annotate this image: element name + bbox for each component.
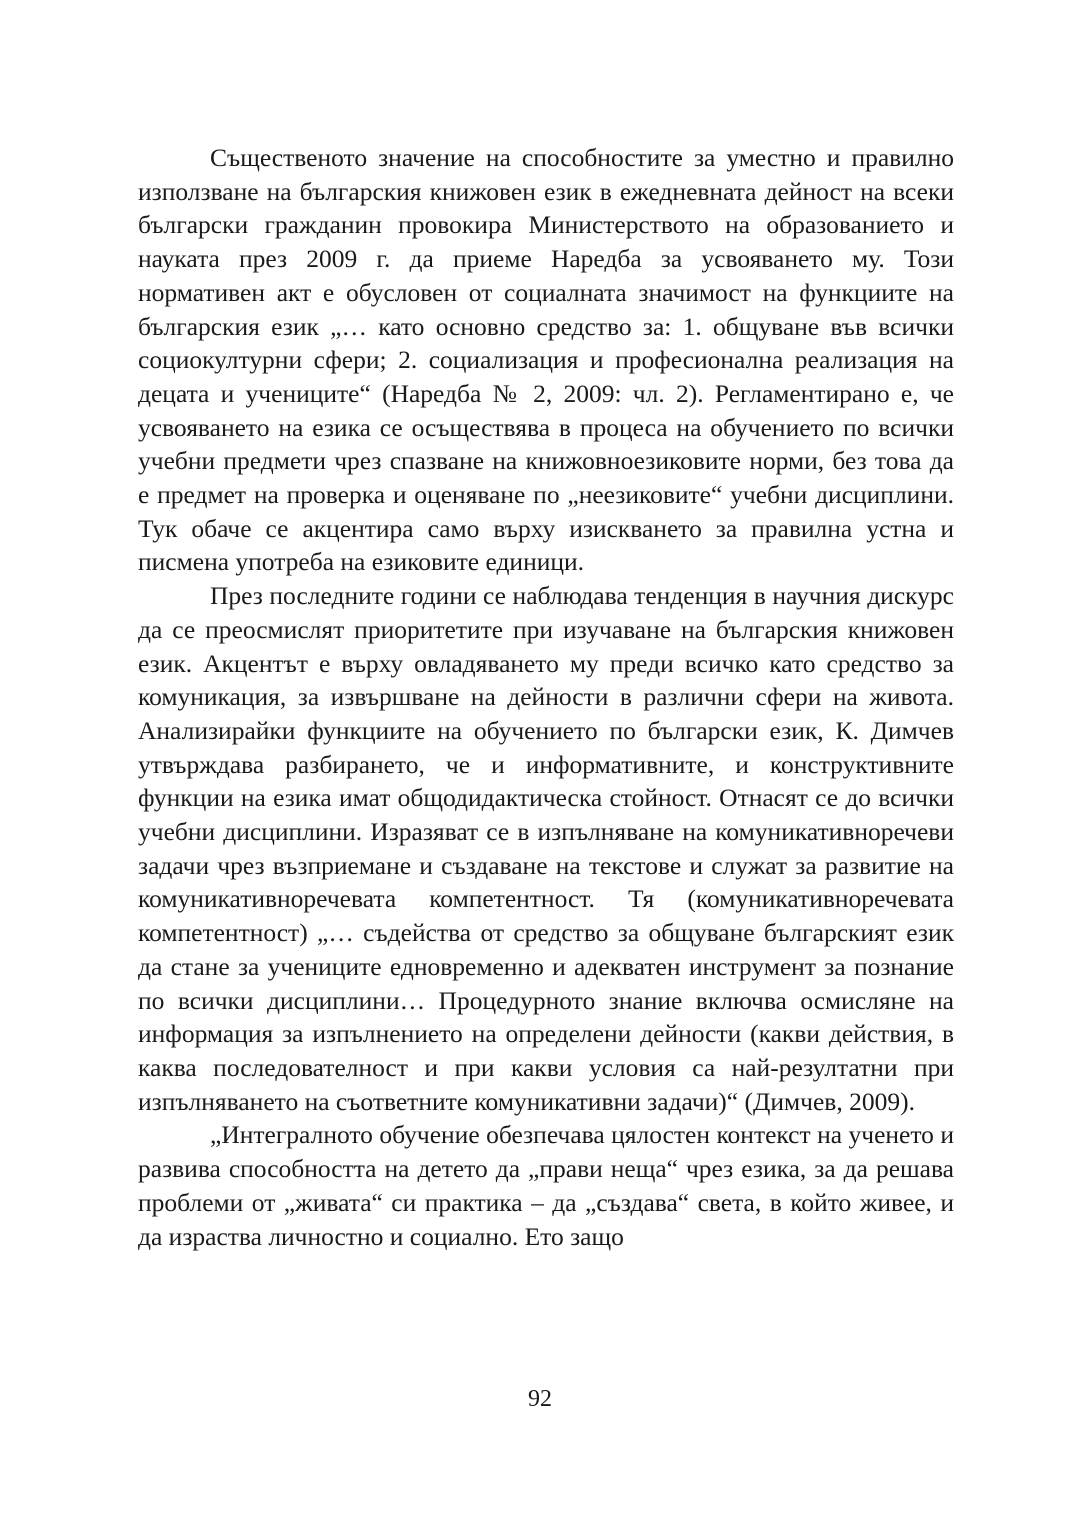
page-body	[138, 141, 954, 1253]
paragraph-1: Същественото значение на способностите за уместно и правилно използване на българския книжовен език в ежедневната дейност на всеки български гражданин провокира Министерството на образованието и науката през 2009 г. да приеме Наредба за усвояването му. Този нормативен акт е обусловен от социалната значимост на функциите на българския език „… като основно средство за: 1. общуване във всички социокултурни сфери; 2. социализация и професионална реализация на децата и учениците“ (Наредба № 2, 2009: чл. 2). Регламентирано е, че усвояването на езика се осъществява в процеса на обучението по всички учебни предмети чрез спазване на книжовноезиковите норми, без това да е предмет на проверка и оценяване по „неезиковите“ учебни дисциплини. Тук обаче се акцентира само върху изискването за правилна устна и писмена употреба на езиковите единици.	[138, 143, 954, 577]
page-number: 92	[528, 1386, 552, 1412]
paragraph-2: През последните години се наблюдава тенденция в научния дискурс да се преосмислят приоритетите при изучаване на българския книжовен език. Акцентът е върху овладяването му преди всичко като средство за комуникация, за извършване на дейности в различни сфери на живота. Анализирайки функциите на обучението по български език, К. Димчев утвърждава разбирането, че и информативните, и конструктивните функции на езика имат общодидактическа стойност. Отнасят се до всички учебни дисциплини. Изразяват се в изпълняване на комуникативноречеви задачи чрез възприемане и създаване на текстове и служат за развитие на комуникативноречевата компетентност. Тя (комуникативноречевата компетентност) „… съдейства от средство за общуване българският език да стане за учениците едновременно и адекватен инструмент за познание по всички дисциплини… Процедурното знание включва осмисляне на информация за изпълнението на определени дейности (какви действия, в каква последователност и при какви условия са най-резултатни при изпълняването на съответните комуникативни задачи)“ (Димчев, 2009).	[138, 581, 954, 1116]
paragraph-3: „Интегралното обучение обезпечава цялостен контекст на ученето и развива способността на детето да „прави неща“ чрез езика, за да решава проблеми от „живата“ си практика – да „създава“ света, в който живее, и да израства личностно и социално. Ето защо	[138, 1120, 954, 1251]
